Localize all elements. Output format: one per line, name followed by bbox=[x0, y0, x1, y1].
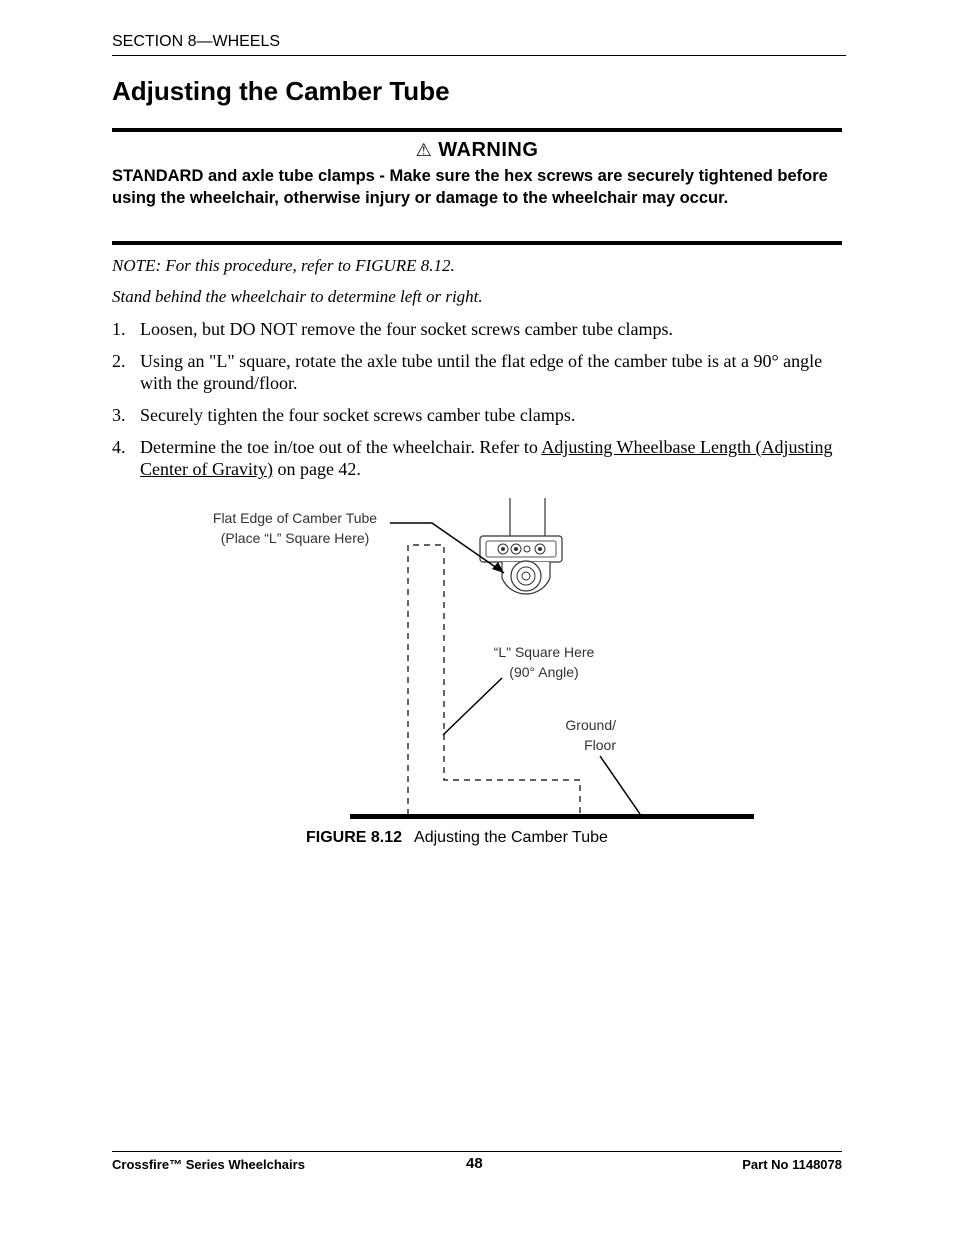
step-1 bbox=[112, 318, 840, 340]
step-number: 2. bbox=[112, 351, 126, 371]
l-square-leader-line bbox=[443, 678, 502, 735]
footer-page-number: 48 bbox=[466, 1155, 483, 1172]
step-number: 1. bbox=[112, 319, 126, 339]
ground-leader-line bbox=[600, 756, 640, 814]
step-2 bbox=[112, 350, 840, 394]
note-figure-reference: NOTE: For this procedure, refer to FIGURE 8.12. bbox=[112, 256, 455, 275]
footer-rule bbox=[112, 1151, 842, 1152]
step-text: Securely tighten the four socket screws camber tube clamps. bbox=[140, 405, 576, 425]
warning-top-rule bbox=[112, 128, 842, 132]
step-text: Loosen, but DO NOT remove the four socket screws camber tube clamps. bbox=[140, 319, 674, 339]
step-number: 3. bbox=[112, 405, 126, 425]
warning-text: STANDARD and axle tube clamps - Make sure the hex screws are securely tightened before using the wheelchair, otherwise injury or damage to the wheelchair may occur. bbox=[112, 167, 828, 207]
l-square-label bbox=[480, 642, 608, 682]
clamp-screw-4-center bbox=[538, 547, 542, 551]
warning-title-text: WARNING bbox=[438, 139, 539, 161]
step-text-before: Determine the toe in/toe out of the wheelchair. Refer to bbox=[140, 437, 542, 457]
l-square-label-line2: (90° Angle) bbox=[509, 664, 579, 680]
ground-label-line2: Floor bbox=[584, 737, 616, 753]
figure-caption bbox=[306, 829, 608, 847]
flat-edge-leader-line bbox=[390, 523, 504, 573]
clamp-screw-1-center bbox=[501, 547, 505, 551]
wheelbase-link[interactable]: Adjusting Wheelbase Length (Adjusting Center of Gravity) bbox=[140, 437, 833, 479]
page-title: Adjusting the Camber Tube bbox=[112, 76, 450, 106]
flat-edge-arrowhead bbox=[492, 562, 504, 573]
procedure-steps bbox=[112, 318, 840, 490]
note-orientation: Stand behind the wheelchair to determine left or right. bbox=[112, 287, 483, 306]
footer-product-name: Crossfire™ Series Wheelchairs bbox=[112, 1157, 305, 1172]
ground-floor-line bbox=[350, 814, 754, 819]
clamp-screw-2 bbox=[511, 544, 521, 554]
camber-clamp-block bbox=[480, 536, 562, 562]
section-header: SECTION 8—WHEELS bbox=[112, 33, 281, 50]
step-text-after: on page 42. bbox=[272, 459, 361, 479]
ground-label bbox=[536, 715, 616, 755]
axle-hex bbox=[517, 567, 535, 585]
l-square-label-line1: “L" Square Here bbox=[493, 644, 595, 660]
step-text: Using an "L" square, rotate the axle tube until the flat edge of the camber tube is at a 90° angle with the ground/floor. bbox=[140, 351, 823, 393]
warning-bottom-rule bbox=[112, 241, 842, 245]
header-rule bbox=[112, 55, 846, 56]
flat-edge-label-line1: Flat Edge of Camber Tube bbox=[212, 510, 378, 526]
step-4 bbox=[112, 436, 840, 480]
axle-tube-housing bbox=[502, 562, 550, 594]
flat-edge-label bbox=[195, 508, 395, 548]
camber-clamp-inner bbox=[486, 541, 556, 557]
step-3 bbox=[112, 404, 840, 426]
figure-caption-text: Adjusting the Camber Tube bbox=[414, 829, 608, 846]
clamp-screw-2-center bbox=[514, 547, 518, 551]
figure-number: FIGURE 8.12 bbox=[306, 829, 403, 846]
warning-title bbox=[112, 139, 842, 162]
footer-part-number: Part No 1148078 bbox=[742, 1157, 842, 1172]
axle-center bbox=[522, 572, 530, 580]
step-number: 4. bbox=[112, 437, 126, 457]
clamp-screw-3 bbox=[524, 546, 530, 552]
flat-edge-label-line2: (Place “L” Square Here) bbox=[220, 530, 370, 546]
clamp-screw-1 bbox=[498, 544, 508, 554]
warning-triangle-icon: ⚠ bbox=[415, 140, 433, 160]
ground-label-line1: Ground/ bbox=[565, 717, 616, 733]
axle-tube bbox=[511, 561, 541, 591]
clamp-screw-4 bbox=[535, 544, 545, 554]
